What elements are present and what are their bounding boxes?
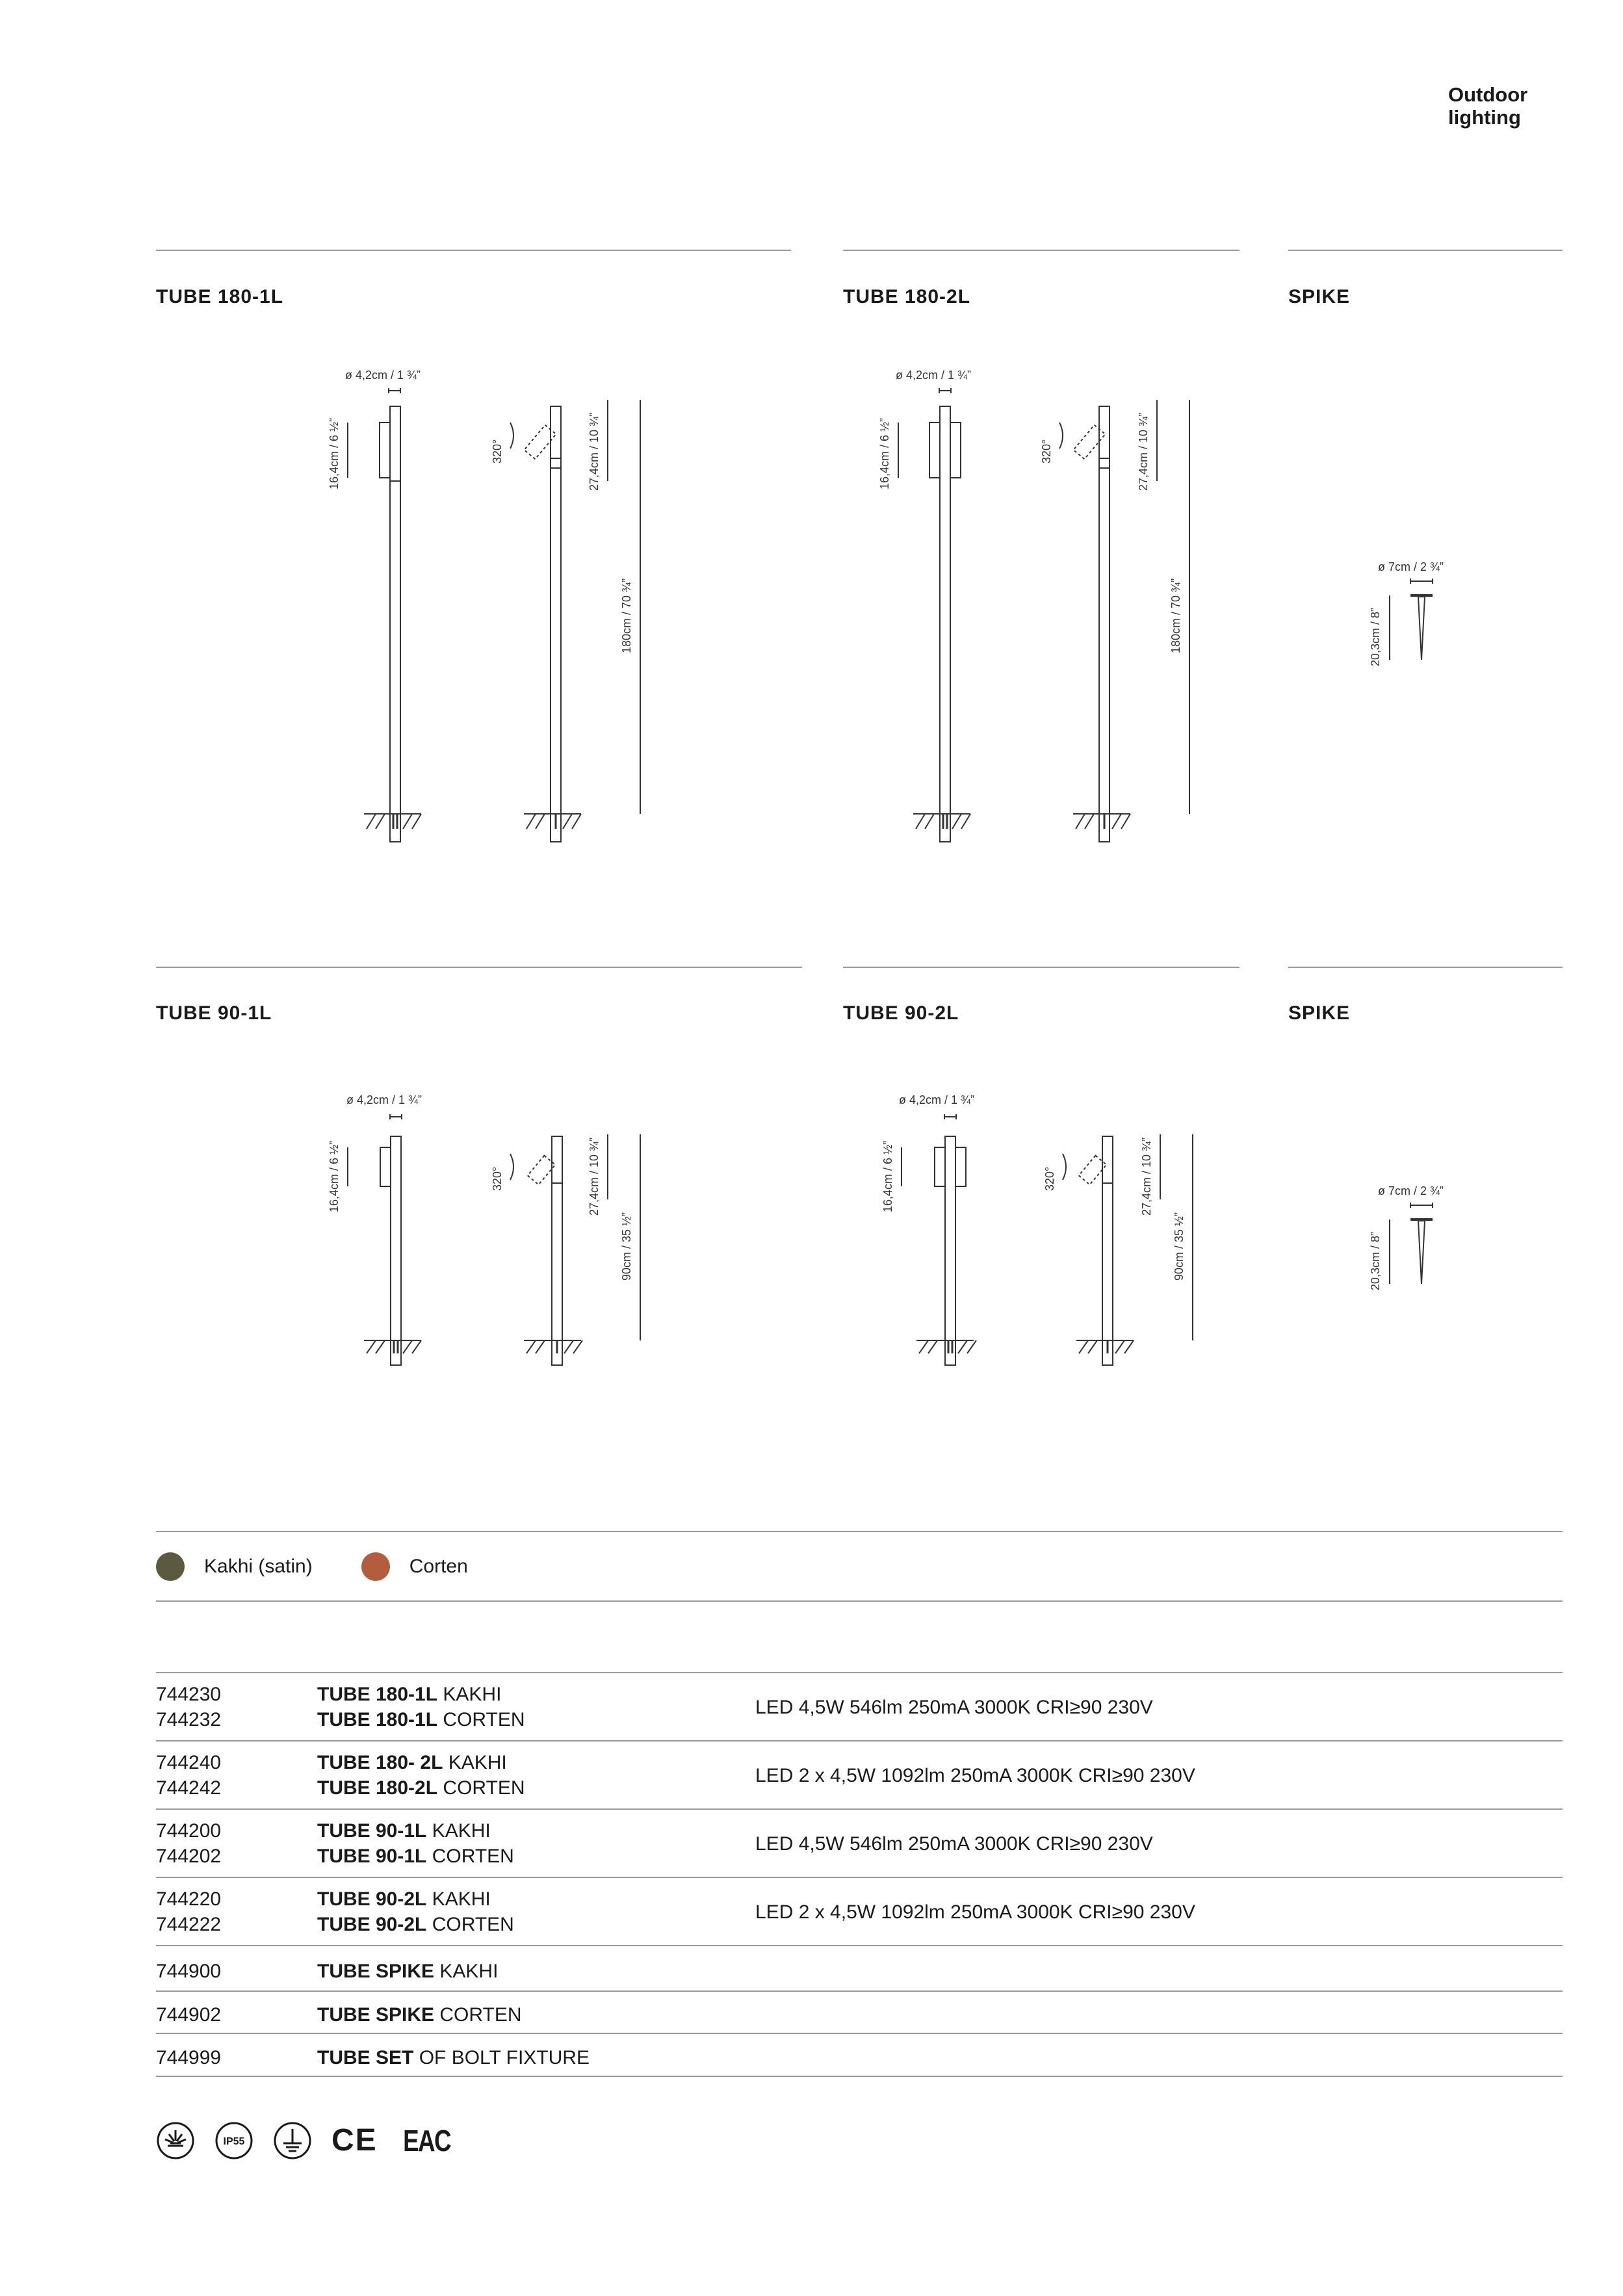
rule-tube-90-2l — [843, 967, 1240, 968]
product-finish: KAKHI — [443, 1684, 502, 1705]
product-model: TUBE 180- 2L — [317, 1752, 443, 1773]
product-code: 744232 — [156, 1709, 222, 1730]
rule-tube-90-1l — [156, 967, 802, 968]
finish-legend — [156, 1547, 517, 1586]
product-model: TUBE 180-1L — [317, 1684, 438, 1705]
dim-head-height: 16,4cm / 6 ½” — [881, 1140, 894, 1212]
section-title-tube-180-2l: TUBE 180-2L — [843, 286, 971, 307]
rule-tube-180-1l — [156, 250, 791, 251]
rule-finishes-bottom — [156, 1600, 1563, 1602]
product-names — [317, 1886, 514, 1937]
product-name — [317, 1961, 498, 1983]
product-model: TUBE SET — [317, 2047, 414, 2068]
ip55-label: IP55 — [223, 2136, 245, 2147]
product-name — [317, 2004, 522, 2026]
table-row — [156, 1750, 1563, 1810]
section-title-tube-90-2l: TUBE 90-2L — [843, 1002, 959, 1024]
table-row — [156, 1682, 1563, 1742]
dim-head-height: 16,4cm / 6 ½” — [878, 417, 891, 489]
product-finish: OF BOLT FIXTURE — [419, 2047, 590, 2068]
finish-label-corten: Corten — [409, 1556, 468, 1577]
product-finish: KAKHI — [432, 1820, 491, 1842]
product-name — [317, 1844, 514, 1869]
product-model: TUBE SPIKE — [317, 2004, 435, 2026]
product-finish: CORTEN — [443, 1777, 525, 1799]
product-model: TUBE 180-1L — [317, 1709, 438, 1730]
dim-rotation: 320° — [491, 439, 504, 463]
ce-mark-icon: CE — [331, 2123, 378, 2158]
product-finish: KAKHI — [432, 1888, 491, 1910]
finish-swatch-kakhi — [156, 1552, 185, 1581]
category-line-2: lighting — [1448, 106, 1521, 129]
dim-total-height: 180cm / 70 ¾” — [1169, 578, 1182, 653]
product-name — [317, 2047, 590, 2069]
product-codes — [156, 1682, 221, 1732]
product-model: TUBE 90-2L — [317, 1888, 427, 1910]
certification-icons — [156, 2121, 456, 2160]
product-code: 744999 — [156, 2047, 222, 2068]
table-row — [156, 1886, 1563, 1946]
product-codes — [156, 1750, 221, 1801]
product-code: 744902 — [156, 2004, 222, 2026]
table-row — [156, 2042, 1563, 2077]
drawing-tube-180-1l — [312, 361, 676, 845]
dim-diameter: ø 4,2cm / 1 ¾” — [346, 1093, 422, 1106]
product-name — [317, 1682, 525, 1707]
product-name — [317, 1775, 525, 1801]
eac-mark-icon: EAC — [402, 2124, 450, 2158]
product-model: TUBE 180-2L — [317, 1777, 438, 1799]
product-model: TUBE SPIKE — [317, 1961, 435, 1982]
led-rays-icon — [156, 2121, 195, 2160]
dim-diameter: ø 4,2cm / 1 ¾” — [345, 369, 421, 382]
product-code: 744220 — [156, 1888, 222, 1910]
product-finish: KAKHI — [439, 1961, 499, 1982]
product-model: TUBE 90-1L — [317, 1820, 427, 1842]
product-spec: LED 2 x 4,5W 1092lm 250mA 3000K CRI≥90 230V — [755, 1765, 1195, 1786]
product-name — [317, 1707, 525, 1732]
product-codes — [156, 1818, 221, 1869]
dim-spike-height: 20,3cm / 8” — [1369, 1231, 1382, 1290]
category-line-1: Outdoor — [1448, 83, 1528, 106]
rule-spike-top — [1288, 250, 1563, 251]
dim-rotation: 320° — [491, 1166, 504, 1191]
product-code: 744230 — [156, 1684, 222, 1705]
drawing-spike-top — [1365, 559, 1482, 673]
product-code: 744242 — [156, 1777, 222, 1799]
table-row — [156, 1955, 1563, 1992]
product-spec: LED 4,5W 546lm 250mA 3000K CRI≥90 230V — [755, 1833, 1153, 1855]
dim-top-height: 27,4cm / 10 ¾” — [1137, 412, 1150, 491]
drawing-tube-90-2l — [864, 1086, 1228, 1368]
section-title-tube-90-1l: TUBE 90-1L — [156, 1002, 272, 1024]
product-name — [317, 1750, 525, 1775]
product-names — [317, 1682, 525, 1732]
product-code: 744900 — [156, 1961, 222, 1982]
table-row — [156, 1999, 1563, 2034]
dim-rotation: 320° — [1043, 1166, 1056, 1191]
product-names — [317, 1818, 514, 1869]
dim-top-height: 27,4cm / 10 ¾” — [588, 1137, 601, 1216]
product-model: TUBE 90-1L — [317, 1846, 427, 1867]
product-name — [317, 1818, 514, 1844]
dim-spike-diameter: ø 7cm / 2 ¾” — [1378, 1184, 1444, 1197]
dim-total-height: 90cm / 35 ½” — [620, 1212, 633, 1281]
rule-finishes-top — [156, 1531, 1563, 1532]
product-spec: LED 2 x 4,5W 1092lm 250mA 3000K CRI≥90 230V — [755, 1901, 1195, 1923]
ip55-icon — [214, 2121, 253, 2160]
drawing-tube-90-1l — [312, 1086, 676, 1368]
dim-top-height: 27,4cm / 10 ¾” — [588, 412, 601, 491]
section-title-spike-top: SPIKE — [1288, 286, 1351, 307]
section-title-tube-180-1l: TUBE 180-1L — [156, 286, 284, 307]
dim-diameter: ø 4,2cm / 1 ¾” — [896, 369, 972, 382]
drawing-spike-bottom — [1365, 1183, 1482, 1297]
product-code: 744200 — [156, 1820, 222, 1842]
rule-spike-bottom — [1288, 967, 1563, 968]
product-code: 744240 — [156, 1752, 222, 1773]
product-code: 744222 — [156, 1914, 222, 1935]
dim-head-height: 16,4cm / 6 ½” — [328, 1140, 341, 1212]
product-finish: CORTEN — [432, 1914, 514, 1935]
product-name — [317, 1886, 514, 1912]
finish-swatch-corten — [361, 1552, 390, 1581]
dim-rotation: 320° — [1040, 439, 1053, 463]
table-row — [156, 1818, 1563, 1878]
finish-label-kakhi: Kakhi (satin) — [204, 1556, 313, 1577]
dim-top-height: 27,4cm / 10 ¾” — [1140, 1137, 1153, 1216]
drawing-tube-180-2l — [861, 361, 1225, 845]
product-code: 744202 — [156, 1846, 222, 1867]
dim-spike-diameter: ø 7cm / 2 ¾” — [1378, 560, 1444, 573]
product-codes — [156, 1886, 221, 1937]
section-title-spike-bottom: SPIKE — [1288, 1002, 1351, 1024]
product-finish: CORTEN — [432, 1846, 514, 1867]
product-model: TUBE 90-2L — [317, 1914, 427, 1935]
dim-spike-height: 20,3cm / 8” — [1369, 607, 1382, 666]
product-names — [317, 1750, 525, 1801]
rule-tube-180-2l — [843, 250, 1240, 251]
product-finish: CORTEN — [443, 1709, 525, 1730]
dim-total-height: 180cm / 70 ¾” — [620, 578, 633, 653]
earth-ground-icon — [273, 2121, 312, 2160]
dim-diameter: ø 4,2cm / 1 ¾” — [899, 1093, 975, 1106]
dim-total-height: 90cm / 35 ½” — [1173, 1212, 1186, 1281]
dim-head-height: 16,4cm / 6 ½” — [328, 417, 341, 489]
product-finish: CORTEN — [439, 2004, 522, 2026]
product-finish: KAKHI — [448, 1752, 507, 1773]
rule-table-top — [156, 1672, 1563, 1673]
product-spec: LED 4,5W 546lm 250mA 3000K CRI≥90 230V — [755, 1697, 1153, 1718]
category-label — [1448, 83, 1527, 129]
product-name — [317, 1912, 514, 1937]
